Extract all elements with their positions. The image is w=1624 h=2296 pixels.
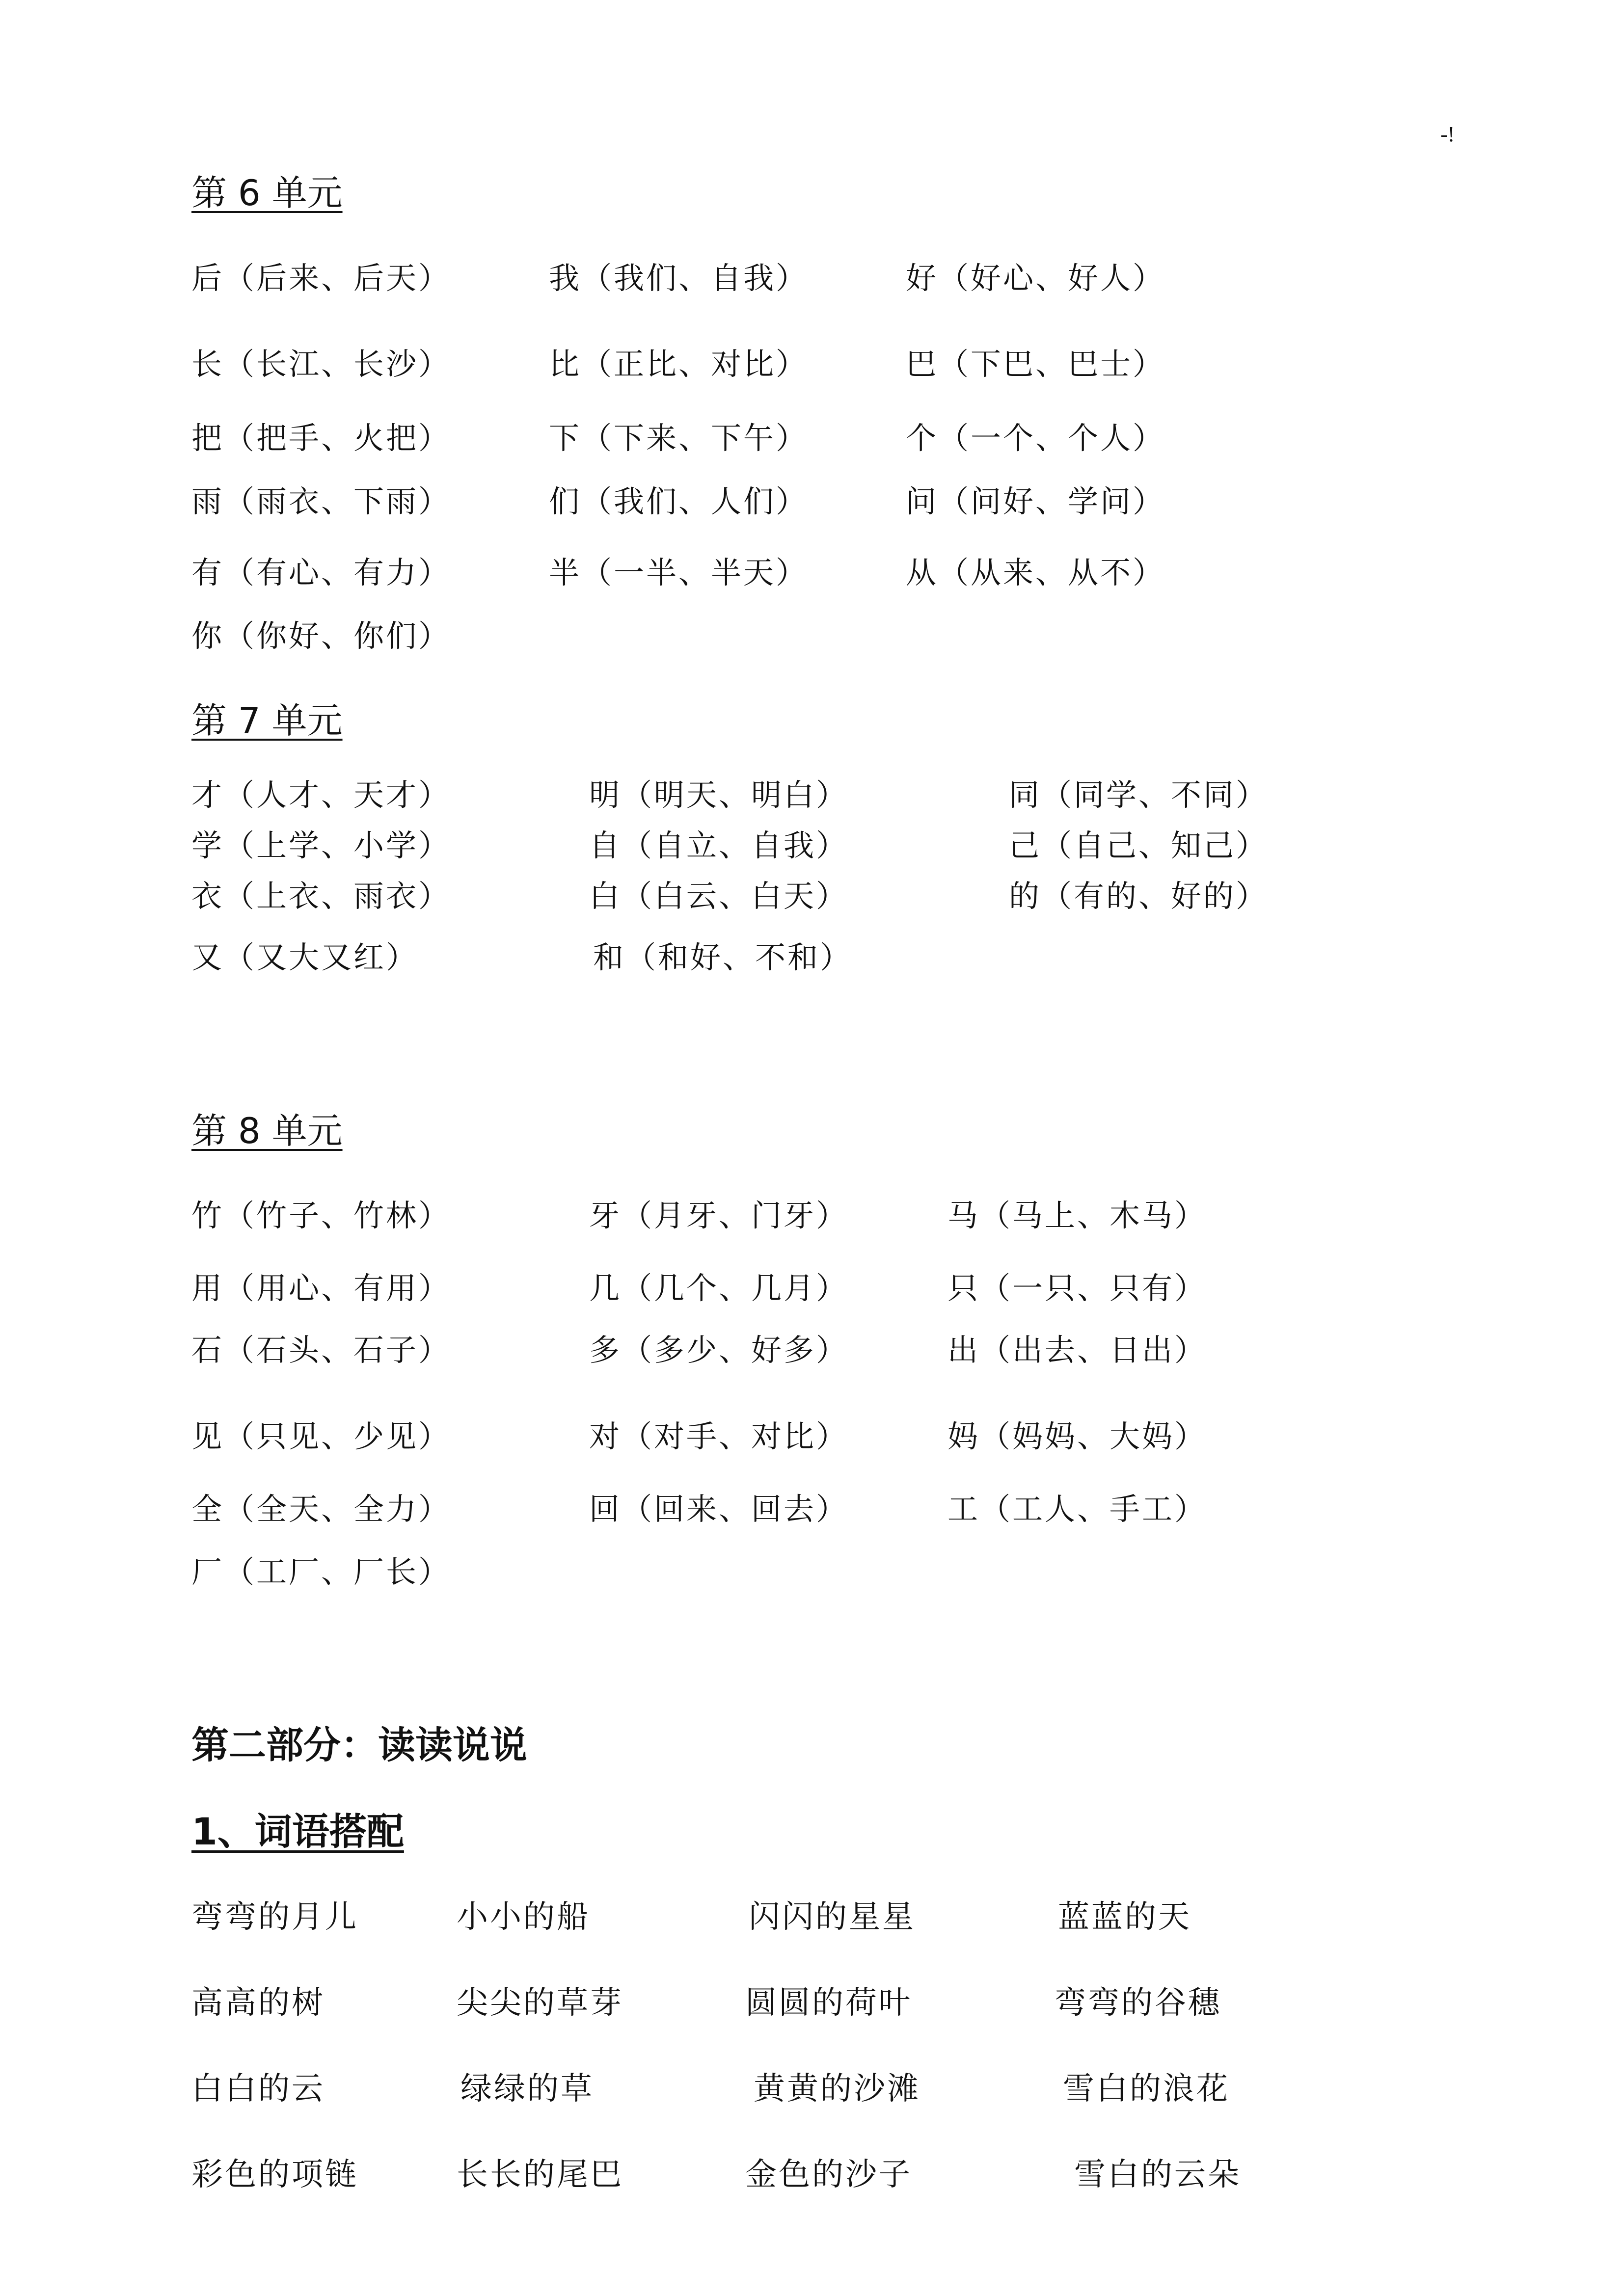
- vocab-entry: 才（人才、天才）: [191, 777, 451, 813]
- vocab-entry: 半（一半、半天）: [549, 555, 809, 590]
- phrase: 白白的云: [191, 2071, 325, 2107]
- vocab-entry: 巴（下巴、巴士）: [906, 346, 1165, 382]
- phrase: 高高的树: [191, 1985, 325, 2021]
- phrase: 小小的船: [457, 1899, 590, 1935]
- phrase: 尖尖的草芽: [457, 1985, 623, 2021]
- vocab-entry: 几（几个、几月）: [589, 1270, 849, 1306]
- phrase: 圆圆的荷叶: [745, 1985, 912, 2021]
- phrase: 金色的沙子: [745, 2157, 912, 2193]
- vocab-entry: 用（用心、有用）: [191, 1270, 451, 1306]
- unit-8-heading: 第 8 单元: [191, 1110, 343, 1151]
- phrase: 弯弯的月儿: [191, 1899, 358, 1935]
- vocab-entry: 对（对手、对比）: [589, 1418, 849, 1454]
- vocab-entry: 我（我们、自我）: [549, 260, 809, 296]
- vocab-entry: 出（出去、日出）: [947, 1332, 1207, 1368]
- page-mark: -!: [1440, 122, 1455, 146]
- vocab-entry: 雨（雨衣、下雨）: [191, 483, 451, 519]
- phrase: 绿绿的草: [460, 2071, 594, 2107]
- vocab-entry: 问（问好、学问）: [906, 483, 1165, 519]
- vocab-entry: 白（白云、白天）: [589, 878, 849, 914]
- unit-6-heading: 第 6 单元: [191, 172, 343, 214]
- vocab-entry: 和（和好、不和）: [593, 939, 853, 975]
- vocab-entry: 工（工人、手工）: [947, 1491, 1207, 1527]
- vocab-entry: 长（长江、长沙）: [191, 346, 451, 382]
- vocab-entry: 个（一个、个人）: [906, 420, 1165, 456]
- unit-7-heading: 第 7 单元: [191, 700, 343, 741]
- vocab-entry: 们（我们、人们）: [549, 483, 809, 519]
- vocab-entry: 从（从来、从不）: [906, 555, 1165, 590]
- vocab-entry: 多（多少、好多）: [589, 1332, 849, 1368]
- vocab-entry: 学（上学、小学）: [191, 828, 451, 863]
- vocab-entry: 石（石头、石子）: [191, 1332, 451, 1368]
- vocab-entry: 妈（妈妈、大妈）: [947, 1418, 1207, 1454]
- vocab-entry: 比（正比、对比）: [549, 346, 809, 382]
- vocab-entry: 下（下来、下午）: [549, 420, 809, 456]
- vocab-entry: 见（只见、少见）: [191, 1418, 451, 1454]
- vocab-entry: 回（回来、回去）: [589, 1491, 849, 1527]
- vocab-entry: 马（马上、木马）: [947, 1198, 1207, 1233]
- vocab-entry: 厂（工厂、厂长）: [191, 1554, 451, 1590]
- vocab-entry: 竹（竹子、竹林）: [191, 1198, 451, 1233]
- vocab-entry: 自（自立、自我）: [589, 828, 849, 863]
- vocab-entry: 明（明天、明白）: [589, 777, 849, 813]
- vocab-entry: 把（把手、火把）: [191, 420, 451, 456]
- vocab-entry: 衣（上衣、雨衣）: [191, 878, 451, 914]
- vocab-entry: 己（自己、知己）: [1009, 828, 1269, 863]
- vocab-entry: 只（一只、只有）: [947, 1270, 1207, 1306]
- phrase: 雪白的云朵: [1074, 2157, 1241, 2193]
- vocab-entry: 你（你好、你们）: [191, 618, 451, 654]
- phrase: 长长的尾巴: [457, 2157, 623, 2193]
- vocab-entry: 有（有心、有力）: [191, 555, 451, 590]
- vocab-entry: 同（同学、不同）: [1009, 777, 1269, 813]
- vocab-entry: 后（后来、后天）: [191, 260, 451, 296]
- vocab-entry: 全（全天、全力）: [191, 1491, 451, 1527]
- phrase: 雪白的浪花: [1063, 2071, 1230, 2107]
- vocab-entry: 牙（月牙、门牙）: [589, 1198, 849, 1233]
- phrase: 黄黄的沙滩: [754, 2071, 920, 2107]
- vocab-entry: 的（有的、好的）: [1009, 878, 1269, 914]
- word-matching-heading: 1、词语搭配: [191, 1810, 404, 1853]
- phrase: 彩色的项链: [191, 2157, 358, 2193]
- vocab-entry: 好（好心、好人）: [906, 260, 1165, 296]
- phrase: 蓝蓝的天: [1058, 1899, 1191, 1935]
- phrase: 闪闪的星星: [749, 1899, 916, 1935]
- phrase: 弯弯的谷穗: [1055, 1985, 1221, 2021]
- vocab-entry: 又（又大又红）: [191, 939, 419, 975]
- part-2-title: 第二部分：读读说说: [191, 1723, 527, 1767]
